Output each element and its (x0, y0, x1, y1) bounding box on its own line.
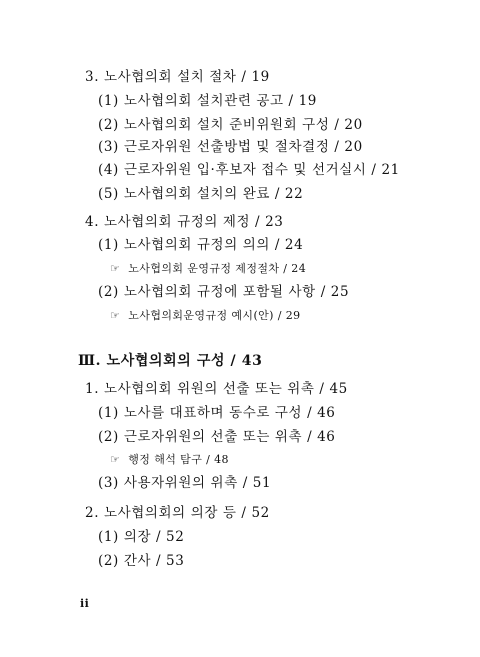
toc-reference: ☞ 노사협의회 운영규정 제정절차 / 24 (110, 260, 306, 278)
toc-reference: ☞ 노사협의회운영규정 예시(안) / 29 (110, 307, 301, 325)
pointing-hand-icon: ☞ (110, 453, 121, 466)
toc-section-1: 1. 노사협의회 위원의 선출 또는 위촉 / 45 (85, 381, 348, 397)
toc-section-4: 4. 노사협의회 규정의 제정 / 23 (85, 214, 284, 230)
toc-reference: ☞ 행정 해석 탐구 / 48 (110, 451, 229, 469)
toc-section-2: 2. 노사협의회의 의장 등 / 52 (85, 505, 270, 521)
toc-item: (1) 노사협의회 규정의 의의 / 24 (98, 237, 304, 253)
pointing-hand-icon: ☞ (110, 309, 121, 322)
toc-item: (2) 간사 / 53 (98, 553, 185, 569)
toc-item: (2) 노사협의회 설치 준비위원회 구성 / 20 (98, 117, 363, 133)
page-number: ii (80, 597, 90, 610)
toc-chapter-3: Ⅲ. 노사협의회의 구성 / 43 (78, 353, 263, 369)
toc-item: (4) 근로자위원 입·후보자 접수 및 선거실시 / 21 (98, 162, 400, 178)
toc-item: (3) 사용자위원의 위촉 / 51 (98, 475, 272, 491)
toc-item: (2) 노사협의회 규정에 포함될 사항 / 25 (98, 284, 350, 300)
toc-item: (3) 근로자위원 선출방법 및 절차결정 / 20 (98, 139, 363, 155)
toc-item: (1) 노사를 대표하며 동수로 구성 / 46 (98, 405, 336, 421)
toc-section-3: 3. 노사협의회 설치 절차 / 19 (85, 69, 270, 85)
toc-item: (1) 노사협의회 설치관련 공고 / 19 (98, 93, 317, 109)
toc-item: (5) 노사협의회 설치의 완료 / 22 (98, 186, 304, 202)
pointing-hand-icon: ☞ (110, 262, 121, 275)
toc-item: (2) 근로자위원의 선출 또는 위촉 / 46 (98, 429, 336, 445)
toc-item: (1) 의장 / 52 (98, 529, 185, 545)
